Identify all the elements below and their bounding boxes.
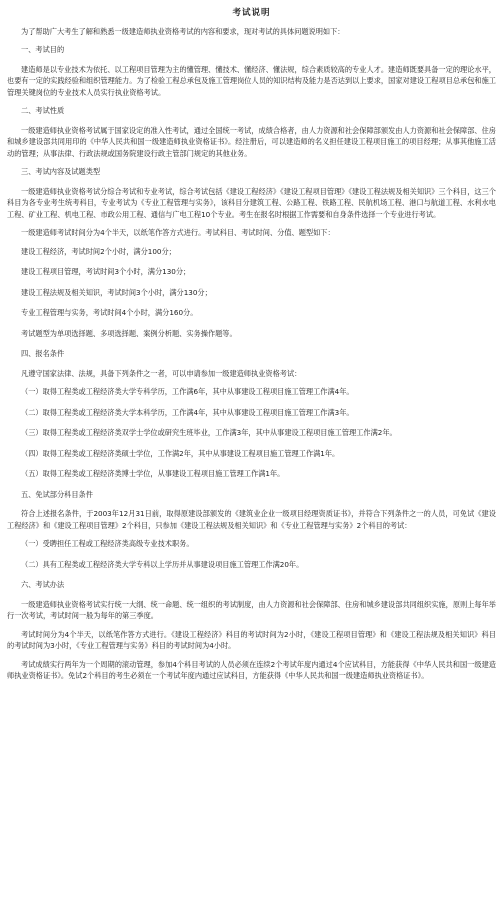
paragraph: 凡遵守国家法律、法规，具备下列条件之一者，可以申请参加一级建造师执业资格考试： [21,368,302,378]
section-heading: 六、考试办法 [21,580,65,589]
paragraph: 一级建造师考试时间分为4个半天，以纸笔作答方式进行。考试科目、考试时间、分值、题型如下： [21,228,335,237]
section-heading: 一、考试目的 [21,45,65,54]
document-body [7,26,496,682]
paragraph: 考试成绩实行两年为一个周期的滚动管理，参加4个科目考试的人员必须在连续2个考试年度内通过4个应试科目，方能获得《中华人民共和国一级建造师执业资格证书》。免试2个科目的考生必须在一个考试年度内通过应试科目，方能获得《中华人民共和国一级建造师执业资格证书》。 [7,659,496,680]
list-item: （三）取得工程类或工程经济类双学士学位或研究生班毕业，工作满3年，其中从事建设工程项目施工管理工作满2年。 [21,428,397,437]
list-item: 专业工程管理与实务，考试时间4个小时，满分160分。 [21,308,198,317]
section-heading: 四、报名条件 [21,349,65,358]
paragraph: 一级建造师执业资格考试分综合考试和专业考试，综合考试包括《建设工程经济》《建设工程项目管理》《建设工程法规及相关知识》三个科目，这三个科目为各专业考生统考科目，专业考试为《专业工程管理与实务》，该科目分建筑工程、公路工程、铁路工程、民航机场工程、港口与航道工程、水利水电工程、矿业工程、机电工程、市政公用工程、通信与广电工程10个专业。考生在报名时根据工作需要和自身条件选择一个专业进行考试。 [7,186,496,219]
paragraph: 一级建造师执业资格考试属于国家设定的准入性考试，通过全国统一考试，成绩合格者，由人力资源和社会保障部颁发由人力资源和社会保障部、住房和城乡建设部共同用印的《中华人民共和国一级建造师执业资格证书》。经注册后，可以建造师的名义担任建设工程项目施工的项目经理；从事其他施工活动的管理；从事法律、行政法规或国务院建设行政主管部门规定的其他业务。 [7,125,496,158]
list-item: （一）取得工程类或工程经济类大学专科学历，工作满6年，其中从事建设工程项目施工管理工作满4年。 [21,387,354,396]
list-item: 建设工程经济，考试时间2个小时，满分100分； [21,246,176,256]
paragraph: 考试时间分为4个半天，以纸笔作答方式进行。《建设工程经济》科目的考试时间为2小时，《建设工程项目管理》和《建设工程法规及相关知识》科目的考试时间为3小时，《专业工程管理与实务》科目的考试时间为4小时。 [7,629,496,650]
paragraph: 符合上述报名条件，于2003年12月31日前，取得原建设部颁发的《建筑业企业一级项目经理资质证书》，并符合下列条件之一的人员，可免试《建设工程经济》和《建设工程项目管理》2个科目，只参加《建设工程法规及相关知识》和《专业工程管理与实务》2个科目的考试： [7,509,496,530]
list-item: 考试题型为单项选择题、多项选择题、案例分析题、实务操作题等。 [21,328,237,338]
list-item: 建设工程法规及相关知识，考试时间3个小时，满分130分； [21,287,212,297]
list-item: （二）取得工程类或工程经济类大学本科学历，工作满4年，其中从事建设工程项目施工管理工作满3年。 [21,407,354,417]
paragraph: 一级建造师执业资格考试实行统一大纲、统一命题、统一组织的考试制度，由人力资源和社会保障部、住房和城乡建设部共同组织实施，原则上每年举行一次考试，考试时间一般为每年的第三季度。 [7,599,496,620]
list-item: （一）受聘担任工程或工程经济类高级专业技术职务。 [21,539,194,548]
list-item: （四）取得工程类或工程经济类硕士学位，工作满2年，其中从事建设工程项目施工管理工作满1年。 [21,448,340,458]
list-item: 建设工程项目管理，考试时间3个小时，满分130分； [21,267,191,276]
paragraph: 建造师是以专业技术为依托、以工程项目管理为主的懂管理、懂技术、懂经济、懂法规，综合素质较高的专业人才。建造师既要具备一定的理论水平，也要有一定的实践经验和组织管理能力。为了检验工程总承包及施工管理岗位人员的知识结构及能力是否达到以上要求，国家对建设工程项目总承包和施工管理关键岗位的专业技术人员实行执业资格考试。 [7,64,496,97]
list-item: （二）具有工程类或工程经济类大学专科以上学历并从事建设项目施工管理工作满20年。 [21,559,304,569]
section-heading: 五、免试部分科目条件 [21,489,93,499]
list-item: （五）取得工程类或工程经济类博士学位，从事建设工程项目施工管理工作满1年。 [21,469,285,478]
page-title: 考试说明 [232,8,271,18]
section-heading: 三、考试内容及试题类型 [21,167,101,176]
paragraph: 为了帮助广大考生了解和熟悉一级建造师执业资格考试的内容和要求，现对考试的具体问题说明如下： [21,26,345,36]
section-heading: 二、考试性质 [21,106,65,115]
